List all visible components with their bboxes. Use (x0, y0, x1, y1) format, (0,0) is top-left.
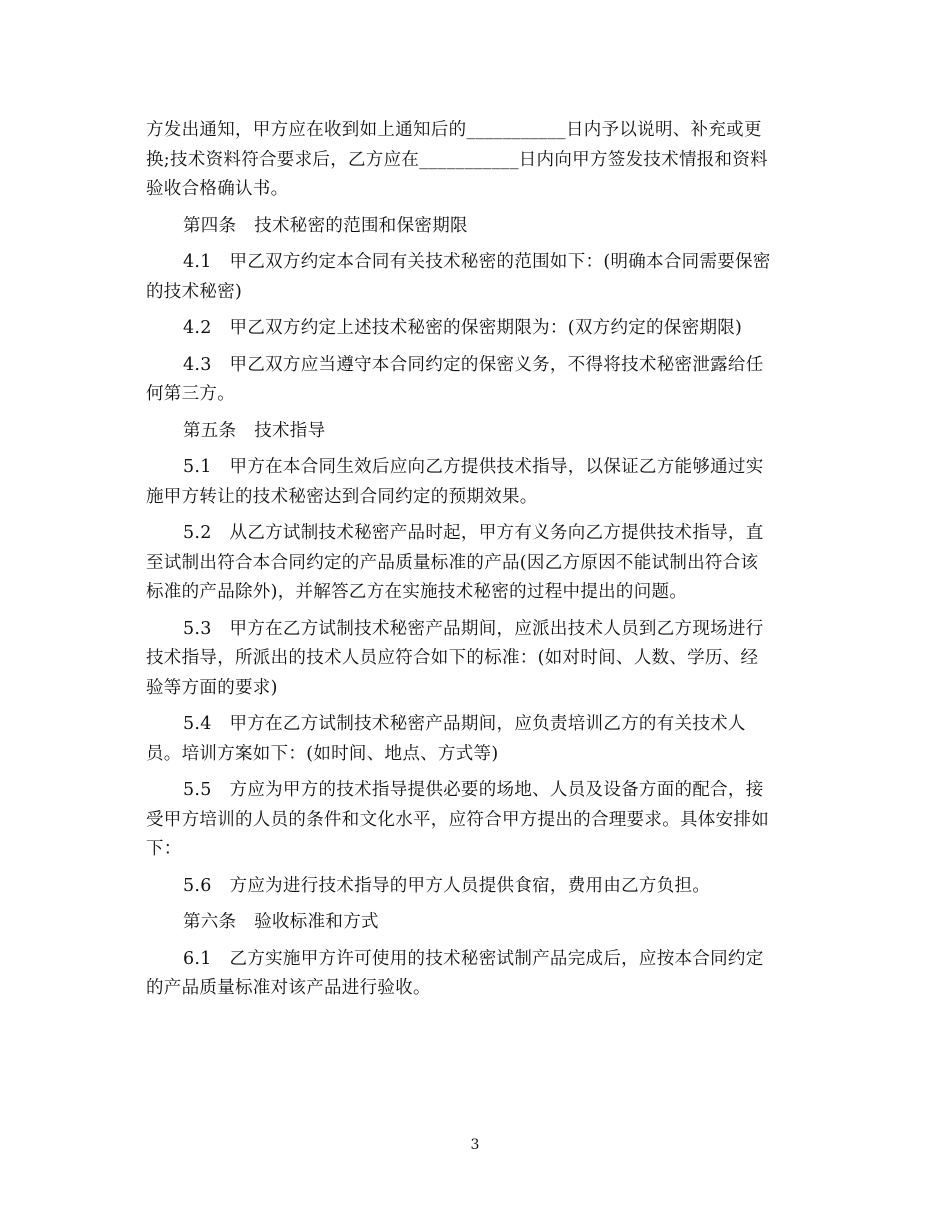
paragraph-spacing (146, 512, 806, 519)
paragraph-spacing (146, 307, 806, 314)
text-line: 至试制出符合本合同约定的产品质量标准的产品(因乙方原因不能试制出符合该 (146, 552, 759, 573)
text-line: 5.3 甲方在乙方试制技术秘密产品期间，应派出技术人员到乙方现场进行 (183, 618, 764, 639)
clause-paragraph (146, 710, 806, 769)
section-heading (146, 212, 806, 242)
text-line: 5.5 方应为甲方的技术指导提供必要的场地、人员及设备方面的配合，接 (183, 780, 764, 800)
clause-paragraph (146, 519, 806, 608)
document-body (146, 116, 806, 1004)
paragraph-spacing (146, 205, 806, 212)
clause-paragraph (146, 248, 806, 307)
paragraph-spacing (146, 344, 806, 351)
clause-paragraph (146, 945, 806, 1004)
text-line: 6.1 乙方实施甲方许可使用的技术秘密试制产品完成后，应按本合同约定 (183, 948, 764, 969)
page-number: 3 (470, 1137, 480, 1153)
clause-paragraph (146, 776, 806, 865)
text-line: 技术指导，所派出的技术人员应符合如下的标准：(如对时间、人数、学历、经 (146, 648, 759, 668)
text-line: 第四条 技术秘密的范围和保密期限 (183, 215, 468, 236)
text-line: 方发出通知，甲方应在收到如上通知后的___________日内予以说明、补充或更 (146, 120, 762, 140)
text-line: 受甲方培训的人员的条件和文化水平，应符合甲方提出的合理要求。具体安排如 (146, 809, 769, 830)
text-line: 5.6 方应为进行技术指导的甲方人员提供食宿，费用由乙方负担。 (183, 875, 711, 896)
paragraph-spacing (146, 446, 806, 453)
text-line: 5.4 甲方在乙方试制技术秘密产品期间，应负责培训乙方的有关技术人 (183, 714, 746, 734)
paragraph-spacing (146, 703, 806, 710)
paragraph-spacing (146, 901, 806, 908)
section-heading (146, 417, 806, 447)
text-line: 验等方面的要求) (146, 677, 278, 698)
text-line: 5.1 甲方在本合同生效后应向乙方提供技术指导，以保证乙方能够通过实 (183, 457, 764, 477)
text-line: 验收合格确认书。 (146, 179, 289, 199)
clause-paragraph (146, 116, 806, 205)
text-line: 第六条 验收标准和方式 (183, 912, 379, 932)
paragraph-spacing (146, 241, 806, 248)
paragraph-spacing (146, 608, 806, 615)
clause-paragraph (146, 872, 806, 902)
text-line: 标准的产品除外)，并解答乙方在实施技术秘密的过程中提出的问题。 (146, 582, 688, 602)
text-line: 下： (146, 839, 182, 859)
text-line: 4.1 甲乙双方约定本合同有关技术秘密的范围如下：(明确本合同需要保密 (183, 252, 771, 272)
text-line: 4.3 甲乙双方应当遵守本合同约定的保密义务，不得将技术秘密泄露给任 (183, 354, 764, 375)
clause-paragraph (146, 615, 806, 704)
paragraph-spacing (146, 938, 806, 945)
clause-paragraph (146, 351, 806, 410)
clause-paragraph (146, 453, 806, 512)
paragraph-spacing (146, 865, 806, 872)
text-line: 的技术秘密) (146, 281, 243, 302)
text-line: 施甲方转让的技术秘密达到合同约定的预期效果。 (146, 486, 538, 507)
text-line: 换;技术资料符合要求后，乙方应在___________日内向甲方签发技术情报和资料 (146, 149, 768, 170)
text-line: 5.2 从乙方试制技术秘密产品时起，甲方有义务向乙方提供技术指导，直 (183, 523, 764, 543)
text-line: 何第三方。 (146, 384, 235, 404)
text-line: 员。培训方案如下：(如时间、地点、方式等) (146, 743, 499, 764)
text-line: 的产品质量标准对该产品进行验收。 (146, 978, 431, 998)
text-line: 4.2 甲乙双方约定上述技术秘密的保密期限为：(双方约定的保密期限) (183, 318, 743, 338)
paragraph-spacing (146, 410, 806, 417)
section-heading (146, 908, 806, 938)
text-line: 第五条 技术指导 (183, 420, 326, 441)
paragraph-spacing (146, 769, 806, 776)
clause-paragraph (146, 314, 806, 344)
